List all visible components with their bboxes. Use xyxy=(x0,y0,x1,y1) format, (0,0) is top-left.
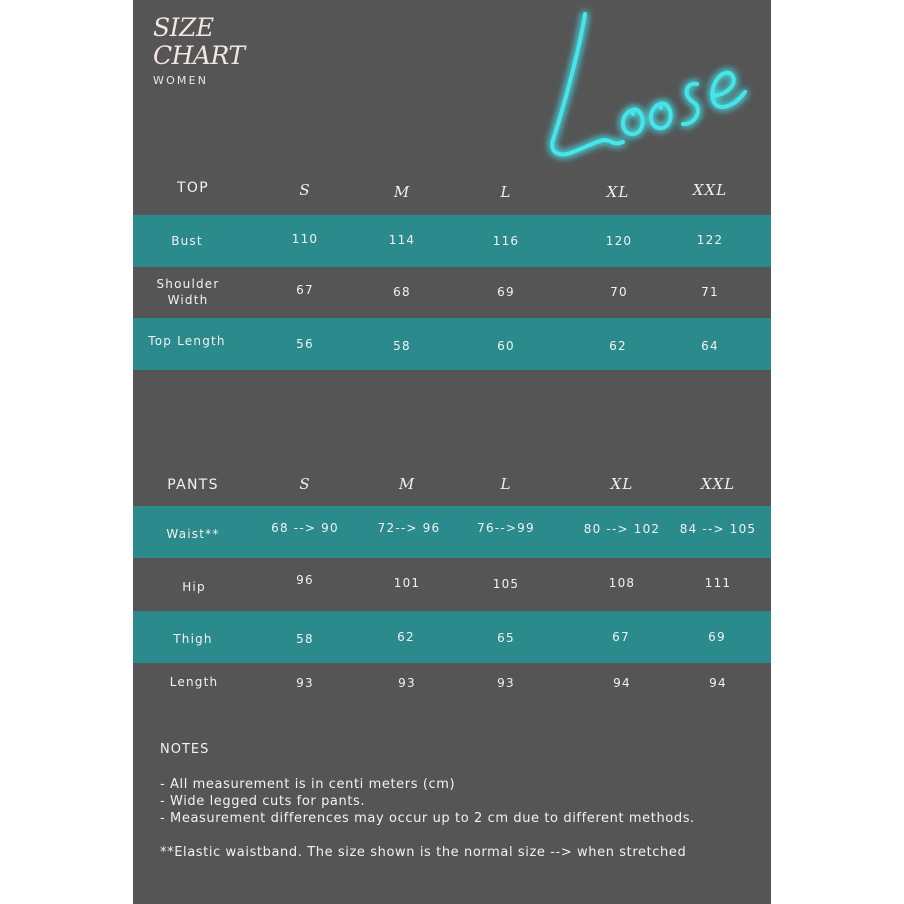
top-row-label: Top Length xyxy=(148,334,226,348)
page-title xyxy=(153,14,245,70)
pants-cell: 80 --> 102 xyxy=(583,522,661,536)
pants-size-m: M xyxy=(398,475,416,493)
pants-cell: 58 xyxy=(296,632,314,646)
pants-cell: 94 xyxy=(709,676,727,690)
page-subtitle: WOMEN xyxy=(153,74,209,87)
top-cell: 70 xyxy=(610,285,628,299)
top-size-l: L xyxy=(500,183,512,201)
top-cell: 114 xyxy=(388,233,416,247)
note-line: - Wide legged cuts for pants. xyxy=(160,794,366,809)
top-row-band-length xyxy=(133,318,771,370)
pants-cell: 94 xyxy=(613,676,631,690)
top-cell: 60 xyxy=(497,339,515,353)
pants-cell: 72--> 96 xyxy=(377,521,441,535)
pants-cell: 62 xyxy=(397,630,415,644)
size-chart-card xyxy=(133,0,771,904)
pants-cell: 105 xyxy=(492,577,520,591)
top-cell: 67 xyxy=(296,283,314,297)
top-section-label: TOP xyxy=(177,180,209,196)
pants-cell: 67 xyxy=(612,630,630,644)
pants-cell: 84 --> 105 xyxy=(679,522,757,536)
notes-list xyxy=(160,776,695,827)
top-cell: 68 xyxy=(393,285,411,299)
footnote: **Elastic waistband. The size shown is the normal size --> when stretched xyxy=(160,845,687,860)
top-cell: 62 xyxy=(609,339,627,353)
top-row-band-bust xyxy=(133,215,771,267)
pants-row-label: Thigh xyxy=(173,632,213,646)
pants-cell: 76-->99 xyxy=(477,521,535,535)
top-row-label: Shoulder Width xyxy=(156,277,220,307)
pants-cell: 108 xyxy=(608,576,636,590)
note-line: - Measurement differences may occur up to 2 cm due to different methods. xyxy=(160,811,695,826)
pants-row-label: Hip xyxy=(182,580,206,594)
title-line-2: CHART xyxy=(153,41,245,70)
pants-cell: 96 xyxy=(296,573,314,587)
top-size-s: S xyxy=(299,181,311,199)
top-cell: 58 xyxy=(393,339,411,353)
top-cell: 69 xyxy=(497,285,515,299)
top-size-xxl: XXL xyxy=(692,181,728,199)
top-cell: 116 xyxy=(492,234,520,248)
notes-heading: NOTES xyxy=(160,742,210,757)
pants-size-s: S xyxy=(299,475,311,493)
pants-cell: 93 xyxy=(296,676,314,690)
pants-row-label: Length xyxy=(169,675,219,689)
pants-section-label: PANTS xyxy=(167,477,219,493)
pants-row-band-thigh xyxy=(133,611,771,663)
pants-size-xl: XL xyxy=(610,475,634,493)
top-cell: 122 xyxy=(696,233,724,247)
pants-cell: 69 xyxy=(708,630,726,644)
pants-cell: 111 xyxy=(704,576,732,590)
neon-loose-logo xyxy=(533,0,763,170)
top-size-xl: XL xyxy=(606,183,630,201)
top-row-label: Bust xyxy=(171,234,203,248)
top-cell: 56 xyxy=(296,337,314,351)
top-size-m: M xyxy=(393,183,411,201)
pants-cell: 101 xyxy=(393,576,421,590)
note-line: - All measurement is in centi meters (cm) xyxy=(160,777,456,792)
pants-cell: 93 xyxy=(497,676,515,690)
top-cell: 110 xyxy=(291,232,319,246)
pants-cell: 93 xyxy=(398,676,416,690)
top-cell: 64 xyxy=(701,339,719,353)
top-cell: 120 xyxy=(605,234,633,248)
pants-cell: 68 --> 90 xyxy=(271,521,339,535)
pants-size-l: L xyxy=(500,475,512,493)
pants-row-label: Waist** xyxy=(166,527,220,541)
top-cell: 71 xyxy=(701,285,719,299)
pants-row-band-waist xyxy=(133,506,771,558)
pants-cell: 65 xyxy=(497,631,515,645)
title-line-1: SIZE xyxy=(153,13,214,42)
pants-size-xxl: XXL xyxy=(700,475,736,493)
